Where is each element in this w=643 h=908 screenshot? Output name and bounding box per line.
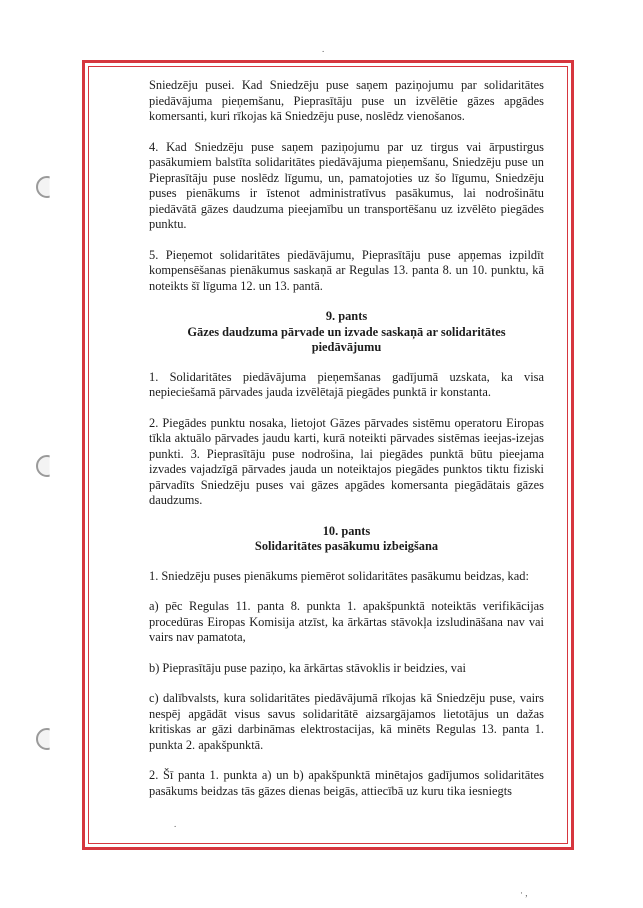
article-title: piedāvājumu	[311, 340, 382, 354]
article-heading-9	[149, 309, 544, 356]
article-number: 10. pants	[322, 523, 371, 538]
paragraph: c) dalībvalsts, kura solidaritātes piedāvājumā rīkojas kā Sniedzēju puse, vairs nespēj apgādāt visus savus solidaritātē aizsargājamos lietotājus un dažas kritiskas ar gāzi darbināmas elektrostacijas, kā minēts Regulas 13. panta 1. punkta 2. apakšpunktā.	[149, 691, 544, 752]
paragraph: a) pēc Regulas 11. panta 8. punkta 1. apakšpunktā noteiktās verifikācijas procedūras Eiropas Komisija atzīst, ka ārkārtas stāvokļa izsludināšana nav vai vairs nav pamatota,	[149, 599, 544, 644]
paragraph: 1. Sniedzēju puses pienākums piemērot solidaritātes pasākumu beidzas, kad:	[149, 568, 529, 583]
article-heading-10	[149, 524, 544, 555]
punch-hole-middle	[36, 455, 58, 477]
scan-speck: .	[174, 819, 177, 829]
article-number: 9. pants	[325, 309, 368, 323]
paragraph: 1. Solidaritātes piedāvājuma pieņemšanas gadījumā uzskata, ka visa nepieciešamā pārvades jauda izvēlētajā piegādes punktā ir konstanta.	[149, 369, 544, 399]
document-body	[149, 78, 544, 814]
paragraph: 4. Kad Sniedzēju puse saņem paziņojumu par uz tirgus vai ārpustirgus pasākumiem balstīta solidaritātes piedāvājuma pieņemšanu, Sniedzēju puse un Pieprasītāju puse noslēdz līgumu, un, pamatojoties uz šo līgumu, Sniedzēju puses pienākums ir īstenot administratīvus pasākumus, lai nodrošinātu piedāvātā gāzes daudzuma pieejamību un transportēšanu uz izvēlēto piegādes punktu.	[149, 139, 544, 231]
punch-hole-top	[36, 176, 58, 198]
punch-hole-bottom	[36, 728, 58, 750]
paragraph: 2. Šī panta 1. punkta a) un b) apakšpunktā minētajos gadījumos solidaritātes pasākums beidzas tās gāzes dienas beigās, attiecībā uz kuru tika iesniegts	[149, 768, 544, 798]
paragraph: Sniedzēju pusei. Kad Sniedzēju puse saņem paziņojumu par solidaritātes piedāvājuma pieņemšanu, Pieprasītāju puse un izvēlētie gāzes apgādes komersanti, kuri rīkojas kā Sniedzēju puse, noslēdz vienošanos.	[149, 78, 544, 123]
article-title: Solidaritātes pasākumu izbeigšana	[254, 539, 439, 553]
article-title: Gāzes daudzuma pārvade un izvade saskaņā ar solidaritātes	[187, 324, 506, 339]
scan-speck: · ,	[520, 888, 528, 898]
paragraph: 2. Piegādes punktu nosaka, lietojot Gāzes pārvades sistēmu operatoru Eiropas tīkla aktuālo pārvades jaudu karti, kurā noteikti pārvades sistēmas ieejas-izejas punkti. 3. Pieprasītāju puse nodrošina, lai piegādes punktā būtu pieejama izvades vajadzīgā pārvades jauda un noteiktajos piegādes punktos tiktu fiziski pārvadīts Sniedzēju puses vai gāzes apgādes komersanta piegādātais gāzes daudzums.	[149, 415, 544, 507]
paragraph: b) Pieprasītāju puse paziņo, ka ārkārtas stāvoklis ir beidzies, vai	[149, 660, 466, 675]
paragraph: 5. Pieņemot solidaritātes piedāvājumu, Pieprasītāju puse apņemas izpildīt kompensēšanas pienākumus saskaņā ar Regulas 13. panta 8. un 10. punktu, kā noteikts šī līguma 12. un 13. pantā.	[149, 247, 544, 293]
scan-speck: .	[322, 44, 325, 54]
